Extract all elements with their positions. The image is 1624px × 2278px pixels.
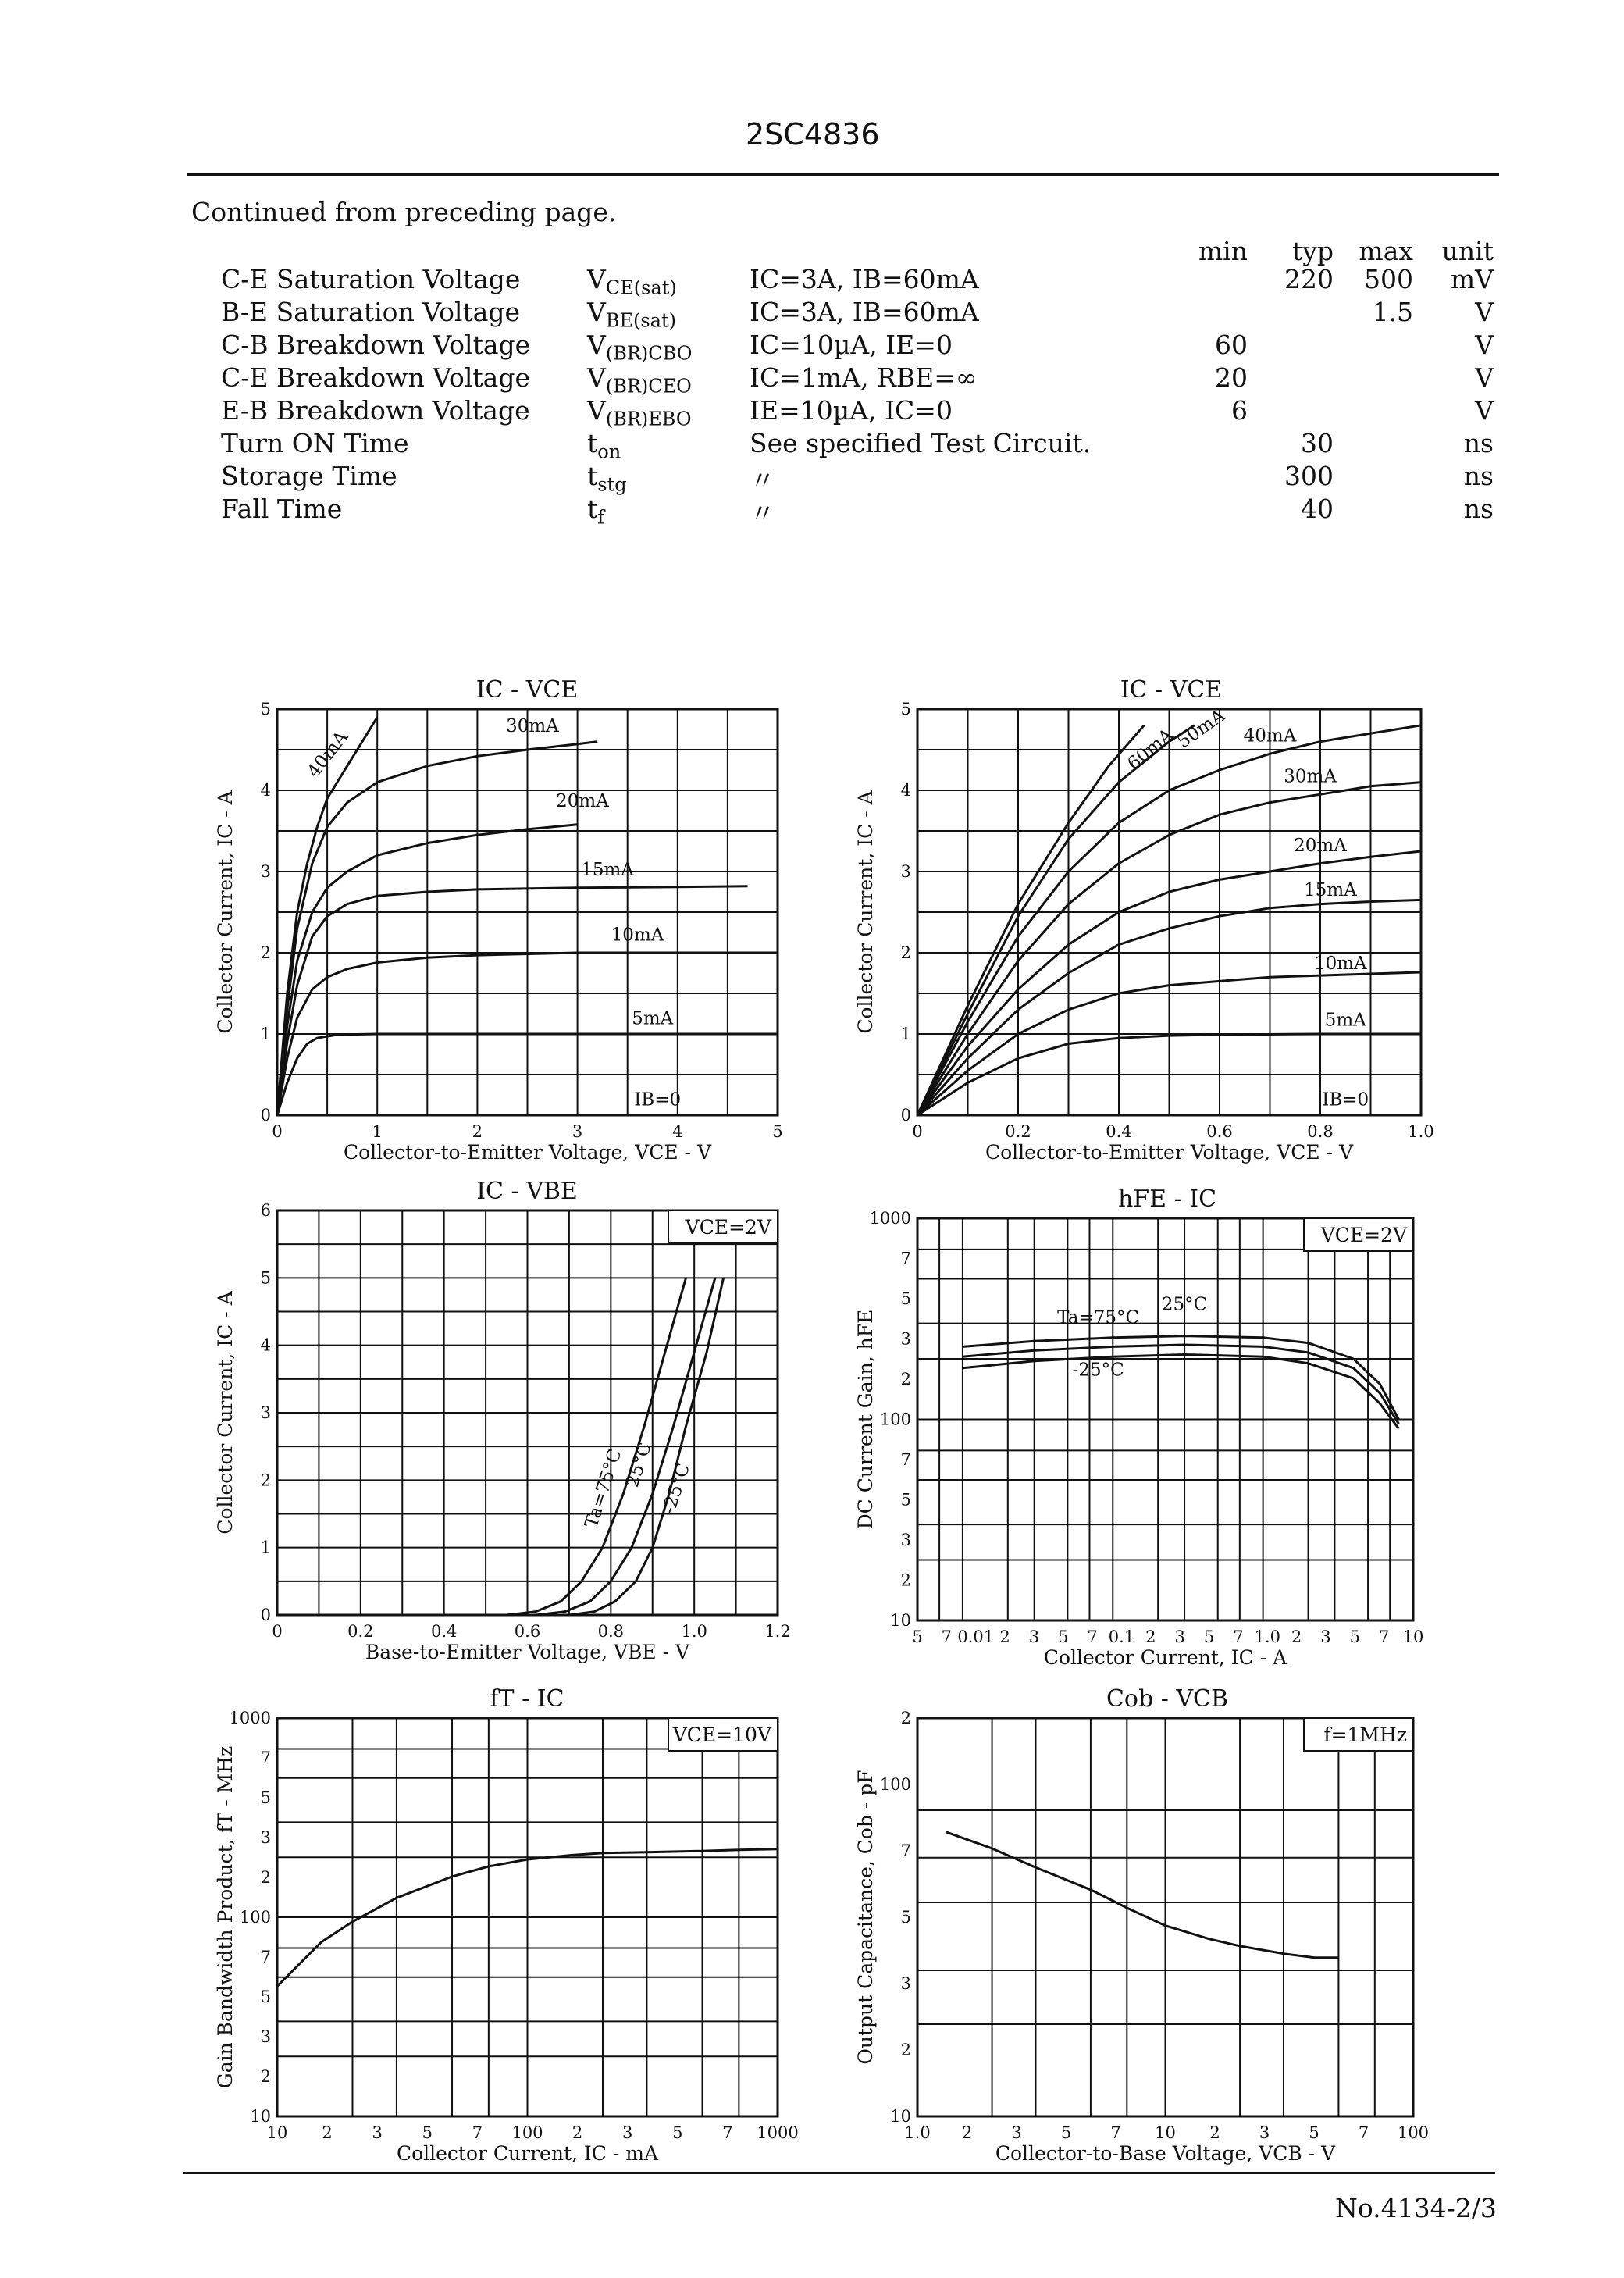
- part-number: 2SC4836: [746, 117, 880, 152]
- param-symbol-sub: BE(sat): [605, 309, 676, 332]
- curve-label: 30mA: [506, 716, 559, 737]
- y-axis-label: Collector Current, IC - A: [854, 790, 877, 1034]
- param-unit: ns: [1463, 494, 1494, 524]
- x-tick-label: 2: [1209, 2123, 1220, 2142]
- x-tick-label: 7: [1110, 2123, 1121, 2142]
- y-tick-label: 1: [260, 1538, 271, 1557]
- y-tick-label: 0: [900, 1106, 911, 1125]
- x-tick-label: 5: [772, 1122, 783, 1141]
- param-condition: 〃: [750, 465, 775, 496]
- x-tick-label: 1.0: [904, 2123, 931, 2142]
- x-tick-label: 3: [1259, 2123, 1270, 2142]
- y-tick-label: 1: [900, 1025, 911, 1043]
- curve-label: 50mA: [1173, 705, 1229, 753]
- curve-label: Ta=75°C: [581, 1446, 626, 1531]
- x-tick-label: 5: [1060, 2123, 1072, 2142]
- param-symbol-sub: stg: [597, 473, 627, 496]
- y-tick-label: 2: [900, 1370, 911, 1389]
- chart-grid: [917, 709, 1421, 1115]
- curve-label: Ta=75°C: [1057, 1307, 1140, 1328]
- x-tick-label: 7: [1087, 1627, 1098, 1646]
- x-tick-label: 0.4: [1106, 1122, 1132, 1141]
- param-typ: 30: [1301, 428, 1334, 458]
- param-condition: IC=1mA, RBE=∞: [750, 362, 978, 393]
- x-tick-label: 1: [372, 1122, 383, 1141]
- param-symbol: $V_{CE(sat)}$: [587, 264, 677, 299]
- series-line-Cob: [946, 1832, 1338, 1958]
- x-axis-label: Collector-to-Emitter Voltage, VCE - V: [985, 1141, 1354, 1164]
- chart-title: Cob - VCB: [1106, 1685, 1229, 1713]
- curve-label: IB=0: [1322, 1089, 1369, 1110]
- param-name: Storage Time: [221, 461, 397, 491]
- param-condition: 〃: [750, 498, 775, 529]
- chart-grid: [277, 1210, 778, 1615]
- y-tick-label: 3: [900, 862, 911, 881]
- x-tick-label: 3: [1011, 2123, 1022, 2142]
- y-tick-label: 3: [260, 1403, 271, 1422]
- param-name: C-E Saturation Voltage: [221, 264, 521, 294]
- y-tick-label: 1000: [229, 1709, 271, 1727]
- param-typ: 40: [1301, 494, 1334, 524]
- chart-5: [214, 1685, 799, 2165]
- x-tick-label: 7: [1378, 1627, 1390, 1646]
- column-header-max: max: [1359, 236, 1413, 266]
- y-tick-label: 4: [260, 781, 271, 800]
- x-tick-label: 7: [1233, 1627, 1244, 1646]
- param-typ: 300: [1284, 461, 1334, 491]
- curve-label: 20mA: [556, 790, 609, 811]
- param-unit: mV: [1450, 264, 1494, 294]
- x-tick-label: 10: [266, 2123, 288, 2142]
- curve-label: 60mA: [1124, 725, 1177, 775]
- curve-label: 20mA: [1294, 836, 1347, 856]
- x-tick-label: 2: [472, 1122, 483, 1141]
- y-tick-label: 3: [260, 862, 271, 881]
- curve-label: 10mA: [1313, 953, 1367, 974]
- y-tick-label: 5: [260, 700, 271, 718]
- param-condition: IE=10µA, IC=0: [750, 395, 953, 426]
- x-tick-label: 0: [272, 1622, 283, 1641]
- x-tick-label: 3: [572, 1122, 583, 1141]
- chart-title: fT - IC: [490, 1685, 564, 1713]
- param-name: E-B Breakdown Voltage: [221, 395, 530, 426]
- x-tick-label: 0.8: [597, 1622, 625, 1641]
- y-tick-label: 2: [260, 1471, 271, 1490]
- param-unit: V: [1475, 395, 1494, 426]
- chart-annotation: f=1MHz: [1323, 1724, 1407, 1746]
- param-name: C-E Breakdown Voltage: [221, 362, 530, 393]
- chart-title: hFE - IC: [1117, 1185, 1217, 1213]
- x-tick-label: 7: [1358, 2123, 1369, 2142]
- y-tick-label: 5: [900, 1908, 911, 1927]
- x-tick-label: 5: [912, 1627, 923, 1646]
- chart-1: [214, 676, 783, 1164]
- y-tick-label: 100: [239, 1908, 271, 1927]
- x-tick-label: 5: [1349, 1627, 1360, 1646]
- y-tick-label: 7: [900, 1841, 911, 1860]
- y-tick-label: 10: [890, 1611, 911, 1630]
- y-axis-label: Collector Current, IC - A: [214, 1291, 237, 1535]
- x-tick-label: 3: [1174, 1627, 1185, 1646]
- curve-label: 40mA: [1243, 725, 1297, 747]
- chart-annotation: VCE=10V: [672, 1724, 771, 1746]
- param-typ: 220: [1284, 264, 1334, 294]
- param-min: 6: [1231, 395, 1248, 426]
- x-tick-label: 2: [572, 2123, 583, 2142]
- curve-label: 25°C: [1161, 1294, 1208, 1315]
- y-tick-label: 1000: [869, 1209, 911, 1228]
- param-max: 1.5: [1372, 297, 1413, 327]
- param-symbol-sub: (BR)EBO: [605, 408, 692, 430]
- x-tick-label: 0: [272, 1122, 283, 1141]
- curve-label: 15mA: [1304, 880, 1357, 901]
- x-tick-label: 1.0: [681, 1622, 707, 1641]
- curve-label: 40mA: [303, 727, 353, 782]
- y-tick-label: 6: [260, 1201, 271, 1220]
- curve-label: IB=0: [634, 1089, 682, 1110]
- param-name: C-B Breakdown Voltage: [221, 330, 531, 360]
- param-symbol: $V_{BE(sat)}$: [587, 297, 676, 332]
- chart-6: [854, 1685, 1429, 2165]
- param-condition: IC=10µA, IE=0: [750, 330, 953, 360]
- column-header-min: min: [1198, 236, 1248, 266]
- curve-label: 10mA: [611, 925, 664, 946]
- param-symbol: $V_{(BR)CEO}$: [587, 362, 692, 397]
- y-tick-label: 3: [900, 1531, 911, 1549]
- y-tick-label: 100: [879, 1410, 911, 1429]
- x-tick-label: 2: [322, 2123, 333, 2142]
- y-tick-label: 4: [900, 781, 911, 800]
- param-symbol-sub: (BR)CEO: [605, 375, 692, 397]
- y-axis-label: Collector Current, IC - A: [214, 790, 237, 1034]
- chart-annotation: VCE=2V: [685, 1216, 771, 1239]
- y-tick-label: 2: [900, 2041, 911, 2059]
- param-symbol: $t_{stg}$: [587, 461, 627, 496]
- chart-title: IC - VCE: [1120, 676, 1223, 704]
- x-tick-label: 5: [1058, 1627, 1069, 1646]
- x-axis-label: Collector-to-Emitter Voltage, VCE - V: [343, 1141, 712, 1164]
- curve-label: 5mA: [1324, 1010, 1366, 1031]
- y-tick-label: 3: [260, 2027, 271, 2046]
- param-unit: ns: [1463, 428, 1494, 458]
- y-tick-label: 5: [260, 1987, 271, 2006]
- x-tick-label: 5: [422, 2123, 433, 2142]
- param-unit: V: [1475, 330, 1494, 360]
- x-tick-label: 7: [472, 2123, 483, 2142]
- y-tick-label: 7: [260, 1749, 271, 1767]
- y-axis-label: Gain Bandwidth Product, fT - MHz: [214, 1745, 237, 2089]
- param-max: 500: [1364, 264, 1413, 294]
- series-line-25C: [963, 1345, 1399, 1424]
- chart-annotation: VCE=2V: [1320, 1224, 1407, 1246]
- y-tick-label: 2: [260, 2067, 271, 2086]
- curve-label: 15mA: [581, 860, 634, 881]
- page-number: No.4134-2/3: [1335, 2193, 1497, 2223]
- param-condition: See specified Test Circuit.: [750, 428, 1092, 458]
- param-unit: V: [1475, 362, 1494, 393]
- chart-grid: [917, 1718, 1413, 2116]
- param-unit: ns: [1463, 461, 1494, 491]
- continued-note: Continued from preceding page.: [191, 197, 617, 227]
- y-tick-label: 5: [900, 1289, 911, 1308]
- param-unit: V: [1475, 297, 1494, 327]
- x-axis-label: Collector Current, IC - mA: [396, 2142, 659, 2165]
- x-tick-label: 0.2: [347, 1622, 374, 1641]
- curve-label: 30mA: [1284, 766, 1337, 787]
- y-tick-label: 1: [260, 1025, 271, 1043]
- y-tick-label: 3: [900, 1974, 911, 1993]
- chart-4: [854, 1185, 1423, 1669]
- x-tick-label: 2: [1145, 1627, 1156, 1646]
- chart-2: [854, 676, 1434, 1164]
- x-tick-label: 1.2: [764, 1622, 791, 1641]
- y-tick-label: 0: [260, 1606, 271, 1624]
- footer-rule: [183, 2172, 1495, 2174]
- x-tick-label: 3: [1028, 1627, 1040, 1646]
- y-tick-label: 5: [900, 1490, 911, 1510]
- x-axis-label: Base-to-Emitter Voltage, VBE - V: [365, 1641, 690, 1663]
- series-line-25C: [963, 1355, 1399, 1429]
- y-tick-label: 10: [250, 2107, 271, 2126]
- x-tick-label: 2: [999, 1627, 1010, 1646]
- x-tick-label: 7: [722, 2123, 733, 2142]
- y-tick-label: 5: [260, 1268, 271, 1288]
- x-tick-label: 2: [1291, 1627, 1302, 1646]
- param-symbol-sub: on: [597, 440, 621, 463]
- y-tick-label: 100: [879, 1775, 911, 1794]
- x-tick-label: 100: [1397, 2123, 1430, 2142]
- curve-label: 5mA: [632, 1008, 674, 1029]
- y-axis-label: Output Capacitance, Cob - pF: [854, 1770, 877, 2065]
- chart-grid: [917, 1218, 1413, 1620]
- column-header-typ: typ: [1291, 236, 1334, 266]
- x-tick-label: 5: [1309, 2123, 1320, 2142]
- x-tick-label: 1.0: [1254, 1627, 1280, 1646]
- x-tick-label: 4: [672, 1122, 683, 1141]
- series-line-Ta75C: [963, 1336, 1399, 1420]
- param-symbol: $V_{(BR)CBO}$: [587, 330, 693, 365]
- param-min: 20: [1215, 362, 1248, 393]
- param-symbol-sub: CE(sat): [605, 276, 677, 299]
- y-tick-label: 4: [260, 1335, 271, 1355]
- x-tick-label: 10: [1155, 2123, 1176, 2142]
- y-tick-label: 5: [260, 1788, 271, 1807]
- x-tick-label: 0: [912, 1122, 923, 1141]
- x-tick-label: 5: [1203, 1627, 1215, 1646]
- column-header-unit: unit: [1441, 236, 1494, 266]
- y-tick-label: 2: [900, 1570, 911, 1590]
- x-axis-label: Collector-to-Base Voltage, VCB - V: [995, 2142, 1336, 2165]
- param-name: Fall Time: [221, 494, 343, 524]
- x-tick-label: 10: [1402, 1627, 1424, 1646]
- param-name: B-E Saturation Voltage: [221, 297, 521, 327]
- y-axis-label: DC Current Gain, hFE: [854, 1309, 877, 1530]
- y-tick-label: 0: [260, 1106, 271, 1125]
- chart-3: [214, 1178, 791, 1663]
- y-tick-label: 2: [260, 943, 271, 962]
- param-condition: IC=3A, IB=60mA: [750, 264, 979, 294]
- param-name: Turn ON Time: [221, 428, 409, 458]
- x-tick-label: 3: [1320, 1627, 1331, 1646]
- x-tick-label: 1.0: [1408, 1122, 1434, 1141]
- x-axis-label: Collector Current, IC - A: [1043, 1646, 1287, 1669]
- param-min: 60: [1215, 330, 1248, 360]
- param-symbol: $t_{on}$: [587, 428, 621, 463]
- x-tick-label: 3: [372, 2123, 383, 2142]
- y-tick-label: 5: [900, 700, 911, 718]
- x-tick-label: 0.2: [1005, 1122, 1031, 1141]
- x-tick-label: 0.6: [514, 1622, 541, 1641]
- x-tick-label: 3: [622, 2123, 633, 2142]
- y-tick-label: 3: [900, 1329, 911, 1349]
- param-symbol-sub: (BR)CBO: [605, 342, 693, 365]
- param-symbol: $t_f$: [587, 494, 605, 529]
- x-tick-label: 0.8: [1307, 1122, 1334, 1141]
- curve-label: -25°C: [1072, 1360, 1124, 1381]
- x-tick-label: 0.1: [1108, 1627, 1135, 1646]
- y-tick-label: 2: [260, 1868, 271, 1887]
- x-tick-label: 2: [961, 2123, 973, 2142]
- y-tick-label: 7: [900, 1249, 911, 1268]
- param-symbol-sub: f: [597, 506, 605, 529]
- x-tick-label: 0.4: [430, 1622, 458, 1641]
- x-tick-label: 5: [672, 2123, 683, 2142]
- chart-grid: [277, 1718, 778, 2116]
- param-condition: IC=3A, IB=60mA: [750, 297, 979, 327]
- chart-title: IC - VBE: [476, 1178, 578, 1205]
- x-tick-label: 0.01: [957, 1627, 995, 1646]
- x-tick-label: 1000: [757, 2123, 799, 2142]
- x-tick-label: 0.6: [1206, 1122, 1233, 1141]
- chart-grid: [277, 709, 778, 1115]
- param-symbol: $V_{(BR)EBO}$: [587, 395, 692, 430]
- chart-title: IC - VCE: [475, 676, 579, 704]
- y-tick-label: 10: [890, 2107, 911, 2126]
- curve-label: -25°C: [658, 1460, 695, 1517]
- y-tick-label: 2: [900, 1709, 911, 1727]
- y-tick-label: 3: [260, 1828, 271, 1847]
- x-tick-label: 100: [511, 2123, 543, 2142]
- y-tick-label: 2: [900, 943, 911, 962]
- series-line-30mA: [277, 742, 597, 1115]
- x-tick-label: 7: [941, 1627, 953, 1646]
- y-tick-label: 7: [900, 1450, 911, 1469]
- y-tick-label: 7: [260, 1948, 271, 1966]
- curve-label: 25°C: [622, 1440, 656, 1490]
